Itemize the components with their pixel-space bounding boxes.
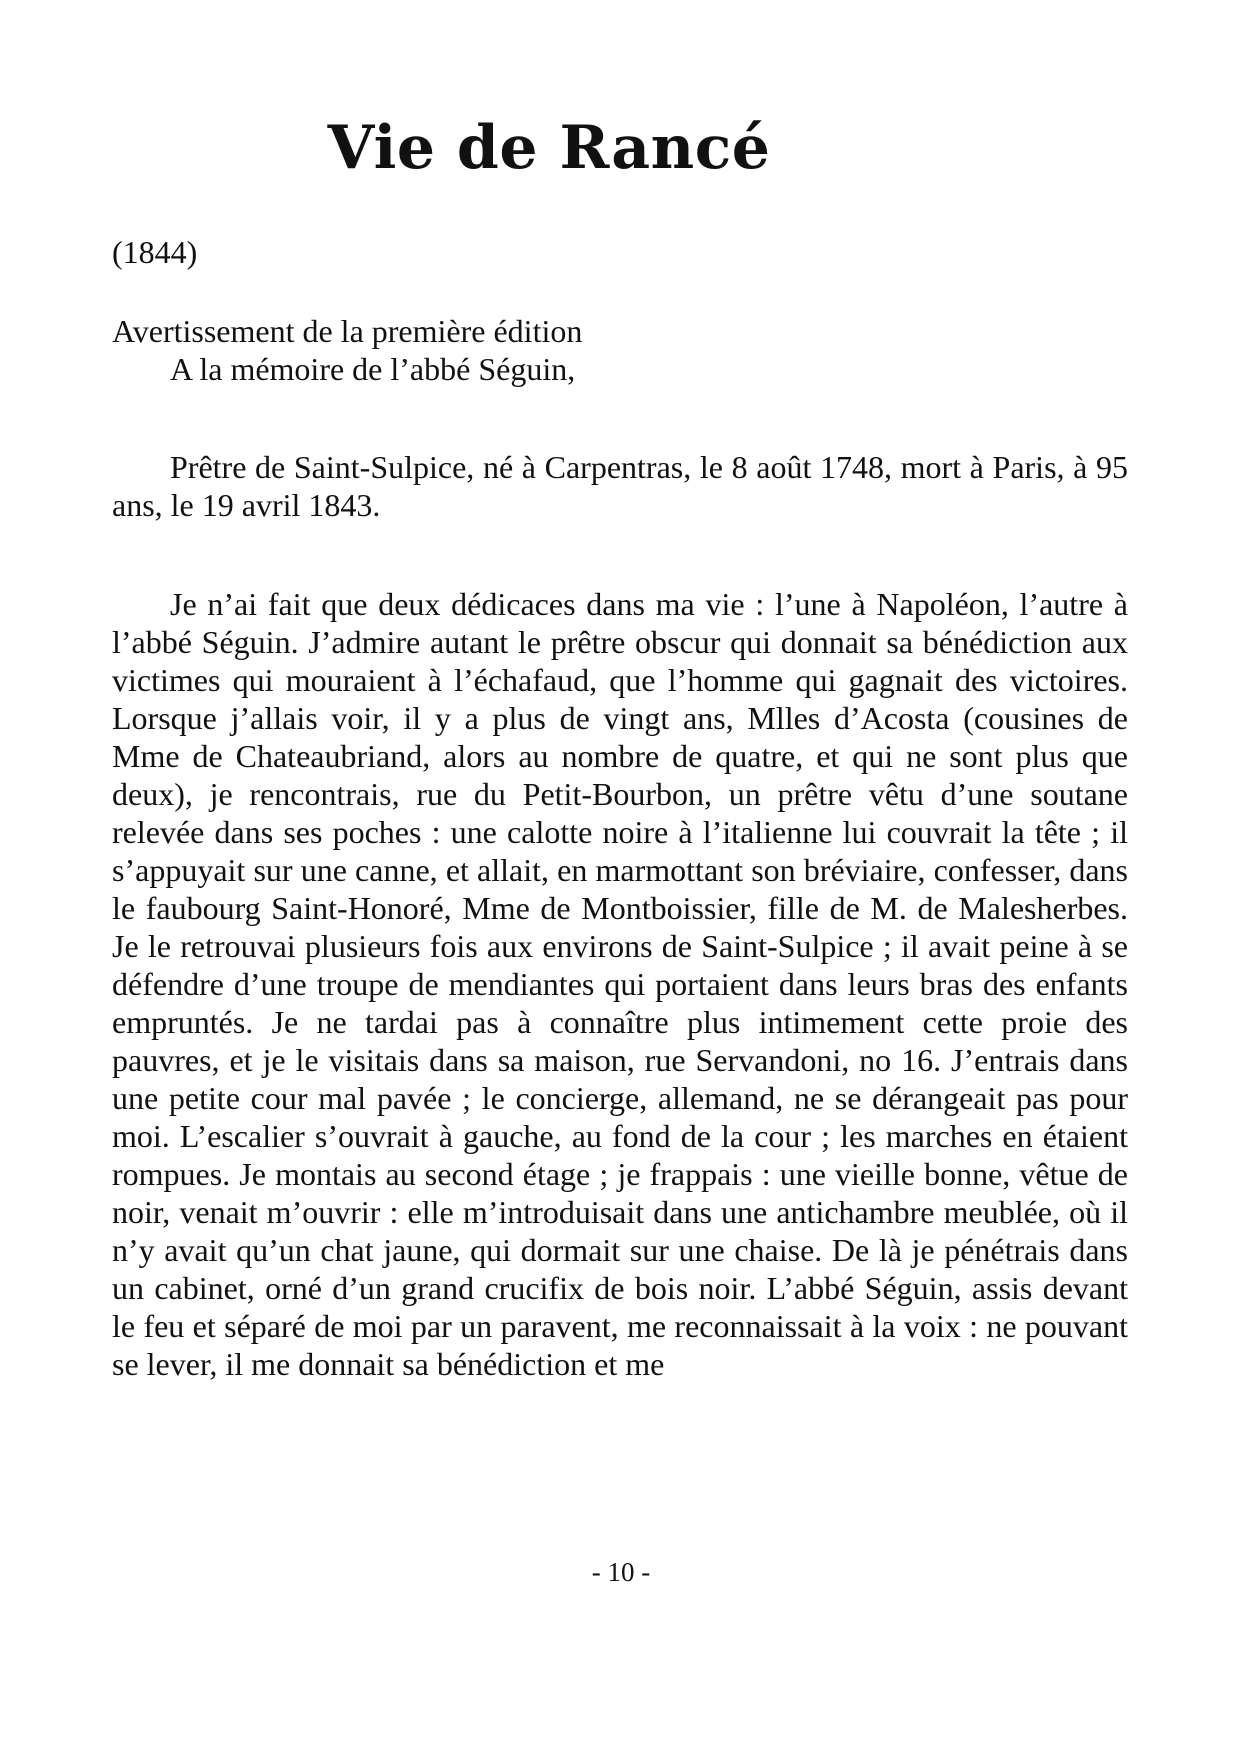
page-title: Vie de Rancé bbox=[327, 113, 771, 183]
notice-block bbox=[112, 312, 1128, 388]
dedication-line: A la mémoire de l’abbé Séguin, bbox=[170, 351, 576, 387]
dedication-detail: Prêtre de Saint-Sulpice, né à Carpentras, le 8 août 1748, mort à Paris, à 95 ans, le 19 avril 1843. bbox=[112, 449, 1128, 523]
publication-year: (1844) bbox=[112, 234, 198, 270]
body-paragraph: Je n’ai fait que deux dédicaces dans ma vie : l’une à Napoléon, l’autre à l’abbé Séguin. J’admire autant le prêtre obscur qui donnait sa bénédiction aux victimes qui mouraient à l’échafaud, que l’homme qui gagnait des victoires. Lorsque j’allais voir, il y a plus de vingt ans, Mlles d’Acosta (cousines de Mme de Chateaubriand, alors au nombre de quatre, et qui ne sont plus que deux), je rencontrais, rue du Petit-Bourbon, un prêtre vêtu d’une soutane relevée dans ses poches : une calotte noire à l’italienne lui couvrait la tête ; il s’appuyait sur une canne, et allait, en marmottant son bréviaire, confesser, dans le faubourg Saint-Honoré, Mme de Montboissier, fille de M. de Malesherbes. Je le retrouvai plusieurs fois aux environs de Saint-Sulpice ; il avait peine à se défendre d’une troupe de mendiantes qui portaient dans leurs bras des enfants empruntés. Je ne tardai pas à connaître plus intimement cette proie des pauvres, et je le visitais dans sa maison, rue Servandoni, no 16. J’entrais dans une petite cour mal pavée ; le concierge, allemand, ne se dérangeait pas pour moi. L’escalier s’ouvrait à gauche, au fond de la cour ; les marches en étaient rompues. Je montais au second étage ; je frappais : une vieille bonne, vêtue de noir, venait m’ouvrir : elle m’introduisait dans une antichambre meublée, où il n’y avait qu’un chat jaune, qui dormait sur une chaise. De là je pénétrais dans un cabinet, orné d’un grand crucifix de bois noir. L’abbé Séguin, assis devant le feu et séparé de moi par un paravent, me reconnaissait à la voix : ne pouvant se lever, il me donnait sa bénédiction et me bbox=[112, 586, 1128, 1382]
notice-heading: Avertissement de la première édition bbox=[112, 313, 583, 349]
page-number: - 10 - bbox=[591, 1557, 651, 1587]
